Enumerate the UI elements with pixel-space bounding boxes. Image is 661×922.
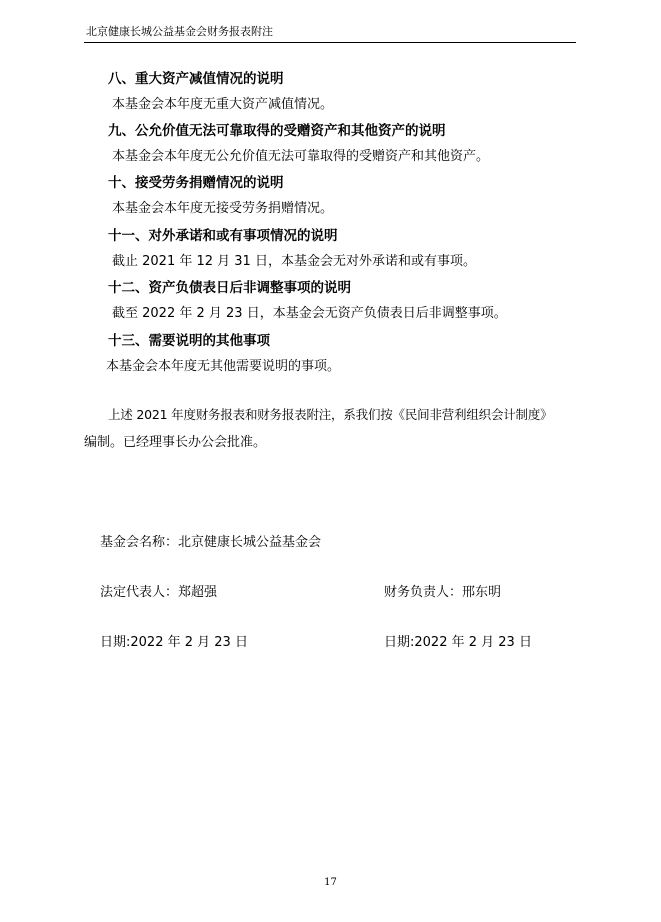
signing-date-right: 日期:2022 年 2 月 23 日 bbox=[384, 635, 532, 650]
section-body-12: 截至 2022 年 2 月 23 日，本基金会无资产负债表日后非调整事项。 bbox=[112, 306, 507, 321]
section-heading-13: 十三、需要说明的其他事项 bbox=[108, 333, 270, 349]
section-body-11: 截止 2021 年 12 月 31 日，本基金会无对外承诺和或有事项。 bbox=[112, 254, 476, 269]
section-heading-10: 十、接受劳务捐赠情况的说明 bbox=[108, 175, 284, 191]
section-body-10: 本基金会本年度无接受劳务捐赠情况。 bbox=[112, 201, 334, 216]
closing-statement-line-1: 上述 2021 年度财务报表和财务报表附注，系我们按《民间非营利组织会计制度》 bbox=[108, 407, 553, 422]
legal-representative: 法定代表人：郑超强 bbox=[100, 585, 218, 600]
header-title: 北京健康长城公益基金会财务报表附注 bbox=[86, 25, 273, 38]
page-number: 17 bbox=[324, 877, 337, 888]
signing-date-left: 日期:2022 年 2 月 23 日 bbox=[100, 635, 248, 650]
section-body-8: 本基金会本年度无重大资产减值情况。 bbox=[112, 97, 334, 112]
section-heading-8: 八、重大资产减值情况的说明 bbox=[108, 71, 284, 87]
section-heading-12: 十二、资产负债表日后非调整事项的说明 bbox=[108, 280, 351, 296]
section-body-9: 本基金会本年度无公允价值无法可靠取得的受赠资产和其他资产。 bbox=[112, 149, 490, 164]
foundation-name: 基金会名称：北京健康长城公益基金会 bbox=[100, 535, 322, 550]
section-heading-9: 九、公允价值无法可靠取得的受赠资产和其他资产的说明 bbox=[108, 123, 446, 139]
finance-head: 财务负责人：邢东明 bbox=[384, 585, 502, 600]
header-divider bbox=[84, 42, 576, 43]
section-heading-11: 十一、对外承诺和或有事项情况的说明 bbox=[108, 228, 338, 244]
closing-statement-line-2: 编制。已经理事长办公会批准。 bbox=[84, 435, 267, 450]
section-body-13: 本基金会本年度无其他需要说明的事项。 bbox=[106, 359, 341, 374]
